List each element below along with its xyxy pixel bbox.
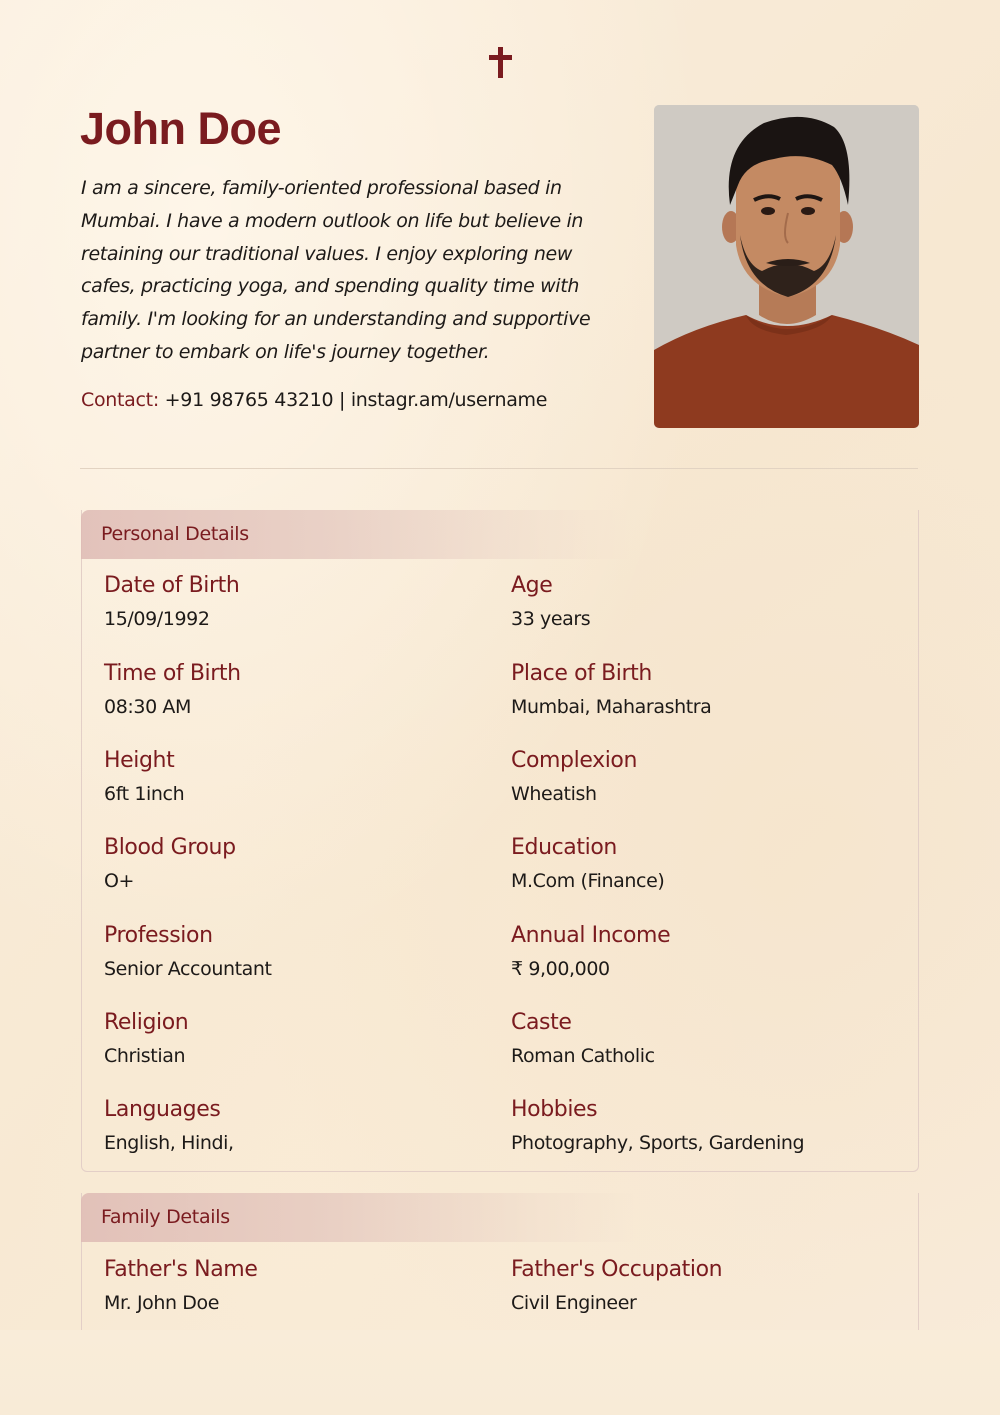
field-label: Complexion — [511, 748, 638, 773]
profile-name: John Doe — [80, 103, 282, 154]
field-label: Profession — [104, 923, 213, 948]
field-value: 33 years — [511, 608, 591, 630]
profile-photo — [654, 105, 919, 428]
field-religion — [104, 1010, 188, 1067]
field-label: Hobbies — [511, 1097, 598, 1122]
field-fathers-occupation — [511, 1257, 722, 1314]
field-hobbies — [511, 1097, 804, 1154]
field-languages — [104, 1097, 234, 1154]
section-header — [81, 510, 920, 559]
contact-line — [81, 389, 547, 411]
section-title: Personal Details — [101, 523, 249, 545]
field-label: Caste — [511, 1010, 572, 1035]
field-label: Place of Birth — [511, 661, 652, 686]
field-value: 08:30 AM — [104, 696, 191, 718]
section-header — [81, 1193, 920, 1242]
field-value: O+ — [104, 870, 135, 892]
personal-details-card — [81, 510, 919, 1172]
field-label: Father's Name — [104, 1257, 258, 1282]
field-value: English, Hindi, — [104, 1132, 234, 1154]
field-age — [511, 573, 590, 630]
field-label: Time of Birth — [104, 661, 241, 686]
field-label: Father's Occupation — [511, 1257, 723, 1282]
field-caste — [511, 1010, 655, 1067]
field-value: Senior Accountant — [104, 958, 272, 980]
field-value: Photography, Sports, Gardening — [511, 1132, 805, 1154]
field-profession — [104, 923, 272, 980]
field-value: Civil Engineer — [511, 1292, 637, 1314]
header-divider — [80, 468, 918, 469]
field-value: M.Com (Finance) — [511, 870, 665, 892]
field-label: Blood Group — [104, 835, 236, 860]
field-height — [104, 748, 184, 805]
field-value: ₹ 9,00,000 — [511, 958, 610, 980]
page-bottom-margin — [0, 1330, 1000, 1415]
field-value: Wheatish — [511, 783, 597, 805]
field-label: Annual Income — [511, 923, 671, 948]
field-label: Religion — [104, 1010, 189, 1035]
field-value: 6ft 1inch — [104, 783, 185, 805]
field-label: Education — [511, 835, 617, 860]
field-value: 15/09/1992 — [104, 608, 210, 630]
field-label: Height — [104, 748, 175, 773]
field-value: Mr. John Doe — [104, 1292, 220, 1314]
field-fathers-name — [104, 1257, 257, 1314]
section-title: Family Details — [101, 1206, 230, 1228]
profile-bio: I am a sincere, family-oriented professional based in Mumbai. I have a modern outlook on life but believe in retaining our traditional values. I enjoy exploring new cafes, practicing yoga, and spending quality time with family. I'm looking for an understanding and supportive partner to embark on life's journey together. — [81, 177, 591, 363]
field-value: Mumbai, Maharashtra — [511, 696, 712, 718]
contact-label: Contact: — [81, 389, 159, 411]
field-place-of-birth — [511, 661, 711, 718]
contact-value: +91 98765 43210 | instagr.am/username — [158, 389, 548, 411]
field-education — [511, 835, 664, 892]
field-label: Age — [511, 573, 553, 598]
field-annual-income — [511, 923, 670, 980]
field-time-of-birth — [104, 661, 241, 718]
field-label: Languages — [104, 1097, 221, 1122]
field-blood-group — [104, 835, 236, 892]
field-complexion — [511, 748, 637, 805]
field-value: Christian — [104, 1045, 186, 1067]
cross-icon — [489, 47, 512, 78]
field-date-of-birth — [104, 573, 239, 630]
field-value: Roman Catholic — [511, 1045, 655, 1067]
field-label: Date of Birth — [104, 573, 240, 598]
